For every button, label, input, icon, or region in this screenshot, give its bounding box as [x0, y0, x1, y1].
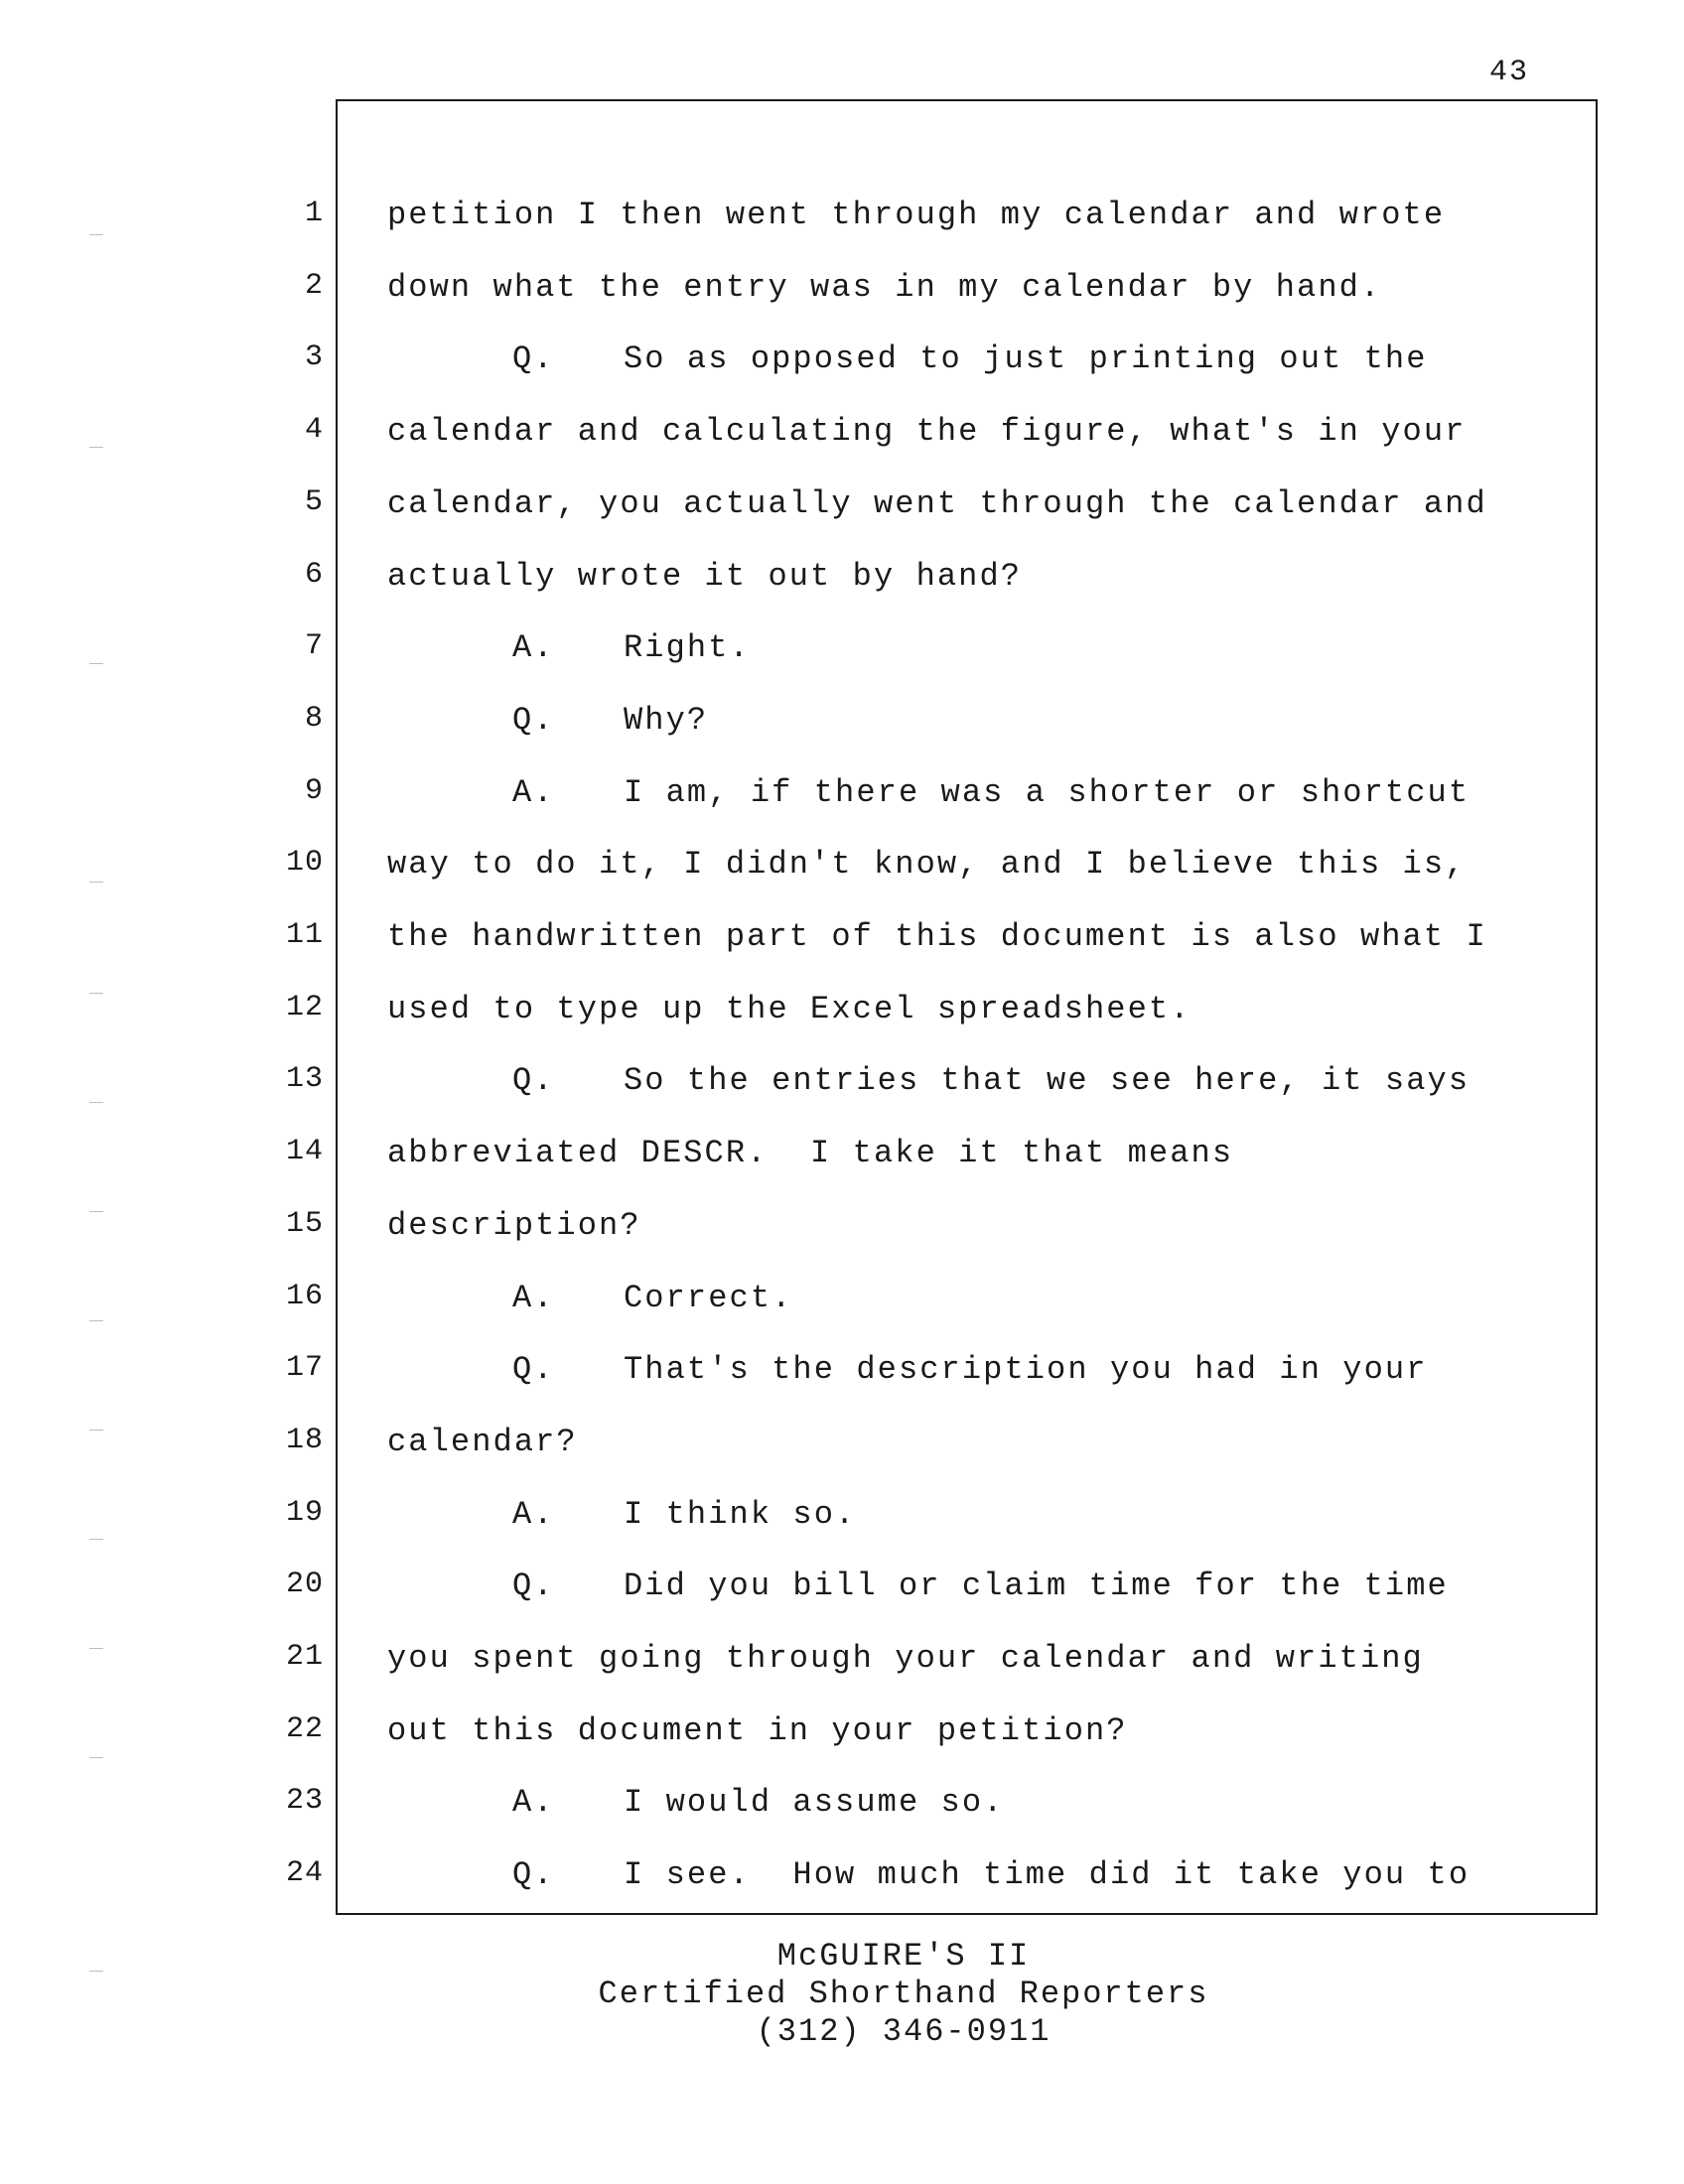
- testimony-text: out this document in your petition?: [387, 1712, 1128, 1749]
- speaker-label: Q.: [512, 1856, 555, 1893]
- line-number: 9: [304, 774, 324, 808]
- testimony-text: I am, if there was a shorter or shortcut: [624, 774, 1471, 811]
- testimony-text: actually wrote it out by hand?: [387, 558, 1023, 595]
- speaker-label: Q.: [512, 1062, 555, 1099]
- margin-tick: [89, 1211, 103, 1212]
- testimony-text: the handwritten part of this document is also what I: [387, 918, 1487, 955]
- speaker-label: Q.: [512, 1568, 555, 1604]
- testimony-text: Did you bill or claim time for the time: [624, 1568, 1449, 1604]
- reporter-phone: (312) 346-0911: [756, 2013, 1052, 2050]
- testimony-text: So as opposed to just printing out the: [624, 341, 1428, 377]
- margin-tick: [89, 663, 103, 664]
- line-number: 7: [304, 629, 324, 663]
- line-number: 18: [285, 1424, 324, 1457]
- line-number: 3: [304, 341, 324, 374]
- speaker-label: Q.: [512, 341, 555, 377]
- testimony-text: way to do it, I didn't know, and I believe this is,: [387, 846, 1467, 883]
- testimony-text: calendar?: [387, 1424, 578, 1460]
- margin-tick: [89, 1971, 103, 1972]
- line-number: 22: [285, 1712, 324, 1746]
- speaker-label: A.: [512, 1784, 555, 1821]
- line-number: 1: [304, 197, 324, 230]
- testimony-text: Why?: [624, 702, 709, 739]
- line-number: 21: [285, 1640, 324, 1674]
- speaker-label: Q.: [512, 702, 555, 739]
- speaker-label: A.: [512, 774, 555, 811]
- testimony-text: you spent going through your calendar and writing: [387, 1640, 1424, 1677]
- line-number: 6: [304, 558, 324, 592]
- testimony-text: That's the description you had in your: [624, 1351, 1428, 1388]
- testimony-text: So the entries that we see here, it says: [624, 1062, 1471, 1099]
- testimony-text: description?: [387, 1207, 641, 1244]
- testimony-text: I see. How much time did it take you to: [624, 1856, 1471, 1893]
- line-number: 15: [285, 1207, 324, 1241]
- speaker-label: A.: [512, 1280, 555, 1316]
- margin-tick: [89, 234, 103, 235]
- testimony-text: calendar and calculating the figure, what's in your: [387, 413, 1467, 450]
- testimony-text: abbreviated DESCR. I take it that means: [387, 1135, 1234, 1171]
- testimony-text: I think so.: [624, 1496, 857, 1533]
- testimony-text: down what the entry was in my calendar by hand.: [387, 269, 1382, 306]
- testimony-text: calendar, you actually went through the calendar and: [387, 485, 1487, 522]
- reporter-footer: [0, 1938, 1684, 2051]
- line-number: 10: [285, 846, 324, 880]
- margin-tick: [89, 1102, 103, 1103]
- margin-tick: [89, 993, 103, 994]
- margin-tick: [89, 447, 103, 448]
- line-number: 11: [285, 918, 324, 952]
- line-number: 20: [285, 1568, 324, 1601]
- testimony-text: used to type up the Excel spreadsheet.: [387, 991, 1192, 1027]
- line-number: 13: [285, 1062, 324, 1096]
- reporter-service: Certified Shorthand Reporters: [598, 1976, 1209, 2012]
- line-number: 8: [304, 702, 324, 736]
- line-number: 17: [285, 1351, 324, 1385]
- reporter-company: McGUIRE'S II: [776, 1938, 1031, 1975]
- testimony-text: Correct.: [624, 1280, 793, 1316]
- speaker-label: Q.: [512, 1351, 555, 1388]
- testimony-text: Right.: [624, 629, 751, 666]
- line-number: 12: [285, 991, 324, 1024]
- margin-tick: [89, 1320, 103, 1321]
- line-number: 2: [304, 269, 324, 303]
- margin-tick: [89, 1757, 103, 1758]
- margin-tick: [89, 882, 103, 883]
- line-number: 16: [285, 1280, 324, 1313]
- line-number: 23: [285, 1784, 324, 1818]
- page-number: 43: [1489, 56, 1530, 89]
- margin-tick: [89, 1430, 103, 1431]
- line-number: 19: [285, 1496, 324, 1530]
- testimony-text: I would assume so.: [624, 1784, 1005, 1821]
- speaker-label: A.: [512, 629, 555, 666]
- testimony-text: petition I then went through my calendar and wrote: [387, 197, 1446, 233]
- line-number: 4: [304, 413, 324, 447]
- speaker-label: A.: [512, 1496, 555, 1533]
- line-number: 5: [304, 485, 324, 519]
- line-number: 14: [285, 1135, 324, 1168]
- margin-tick: [89, 1539, 103, 1540]
- margin-tick: [89, 1648, 103, 1649]
- line-number: 24: [285, 1856, 324, 1890]
